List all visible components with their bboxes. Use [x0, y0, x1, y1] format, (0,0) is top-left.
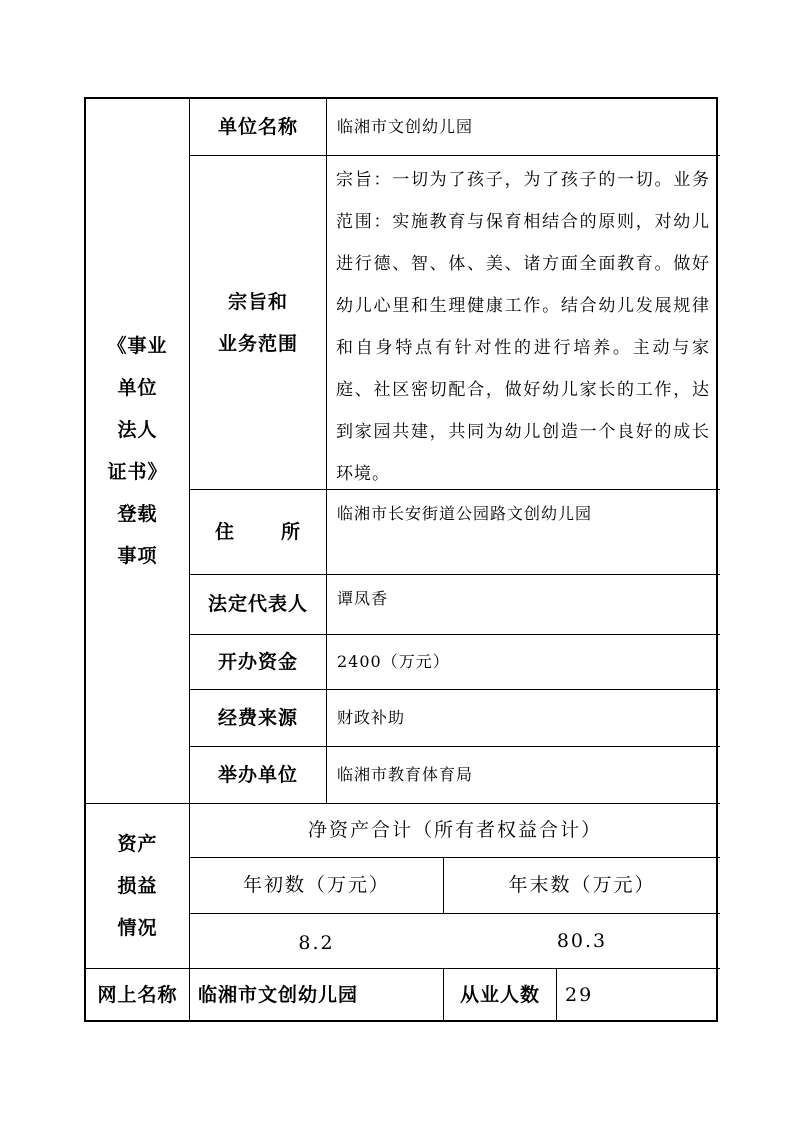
- sponsor-unit-value: 临湘市教育体育局: [337, 764, 474, 784]
- label-line: 资产: [117, 833, 158, 855]
- unit-name-label: 单位名称: [217, 115, 298, 138]
- online-name-value: 临湘市文创幼儿园: [198, 984, 359, 1007]
- employees-label: 从业人数: [459, 984, 540, 1007]
- funding-source-value: 财政补助: [337, 707, 406, 727]
- registration-form: [84, 97, 718, 1022]
- section-assets-label: [86, 804, 189, 968]
- start-capital-value: 2400（万元）: [337, 651, 450, 671]
- legal-representative-label: 法定代表人: [207, 593, 308, 616]
- employees-value: 29: [565, 984, 594, 1007]
- unit-name-value: 临湘市文创幼儿园: [337, 116, 474, 136]
- section-registration-label: [86, 99, 189, 803]
- net-assets-header: 净资产合计（所有者权益合计）: [307, 819, 602, 842]
- start-capital-label: 开办资金: [217, 650, 298, 673]
- label-char: 住: [215, 520, 236, 543]
- label-line: 损益: [117, 875, 158, 897]
- label-line: 证书》: [107, 461, 168, 483]
- label-line: 单位: [117, 377, 158, 399]
- address-label: [190, 490, 326, 574]
- begin-of-year-label: 年初数（万元）: [242, 874, 390, 897]
- label-line: 情况: [117, 917, 158, 939]
- end-of-year-value: 80.3: [556, 929, 608, 952]
- label-char: 所: [280, 520, 301, 543]
- sponsor-unit-label: 举办单位: [217, 763, 298, 786]
- begin-of-year-value: 8.2: [298, 931, 335, 954]
- purpose-scope-label: [190, 156, 326, 489]
- label-line: 宗旨和: [227, 290, 288, 313]
- label-line: 法人: [117, 419, 158, 441]
- label-line: 业务范围: [217, 332, 298, 355]
- label-line: 登载: [117, 503, 158, 525]
- address-value: 临湘市长安街道公园路文创幼儿园: [337, 504, 593, 523]
- label-line: 事项: [117, 545, 158, 567]
- end-of-year-label: 年末数（万元）: [508, 874, 656, 897]
- legal-representative-value: 谭凤香: [337, 589, 389, 608]
- online-name-label: 网上名称: [97, 984, 178, 1007]
- funding-source-label: 经费来源: [217, 706, 298, 729]
- label-line: 《事业: [107, 335, 168, 357]
- purpose-scope-value: 宗旨：一切为了孩子，为了孩子的一切。业务范围：实施教育与保育相结合的原则，对幼儿进行德、智、体、美、诸方面全面教育。做好幼儿心里和生理健康工作。结合幼儿发展规律和自身特点有针对性的进行培养。主动与家庭、社区密切配合，做好幼儿家长的工作，达到家园共建，共同为幼儿创造一个良好的成长环境。: [336, 170, 710, 484]
